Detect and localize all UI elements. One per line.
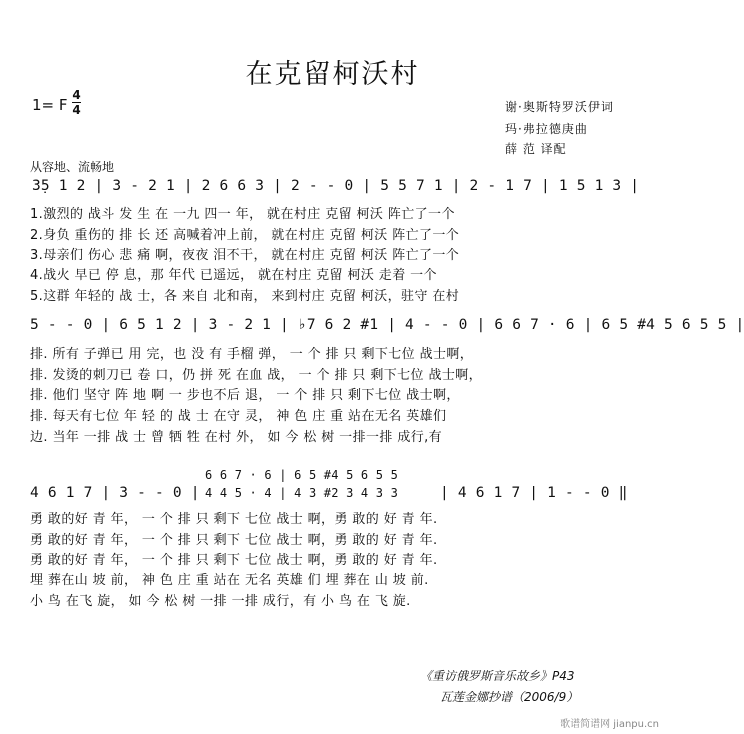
system-3-lyric-3: 勇 敢的好 青 年， 一 个 排 只 剩下 七位 战士 啊，勇 敢的 好 青 年. — [30, 553, 438, 568]
tempo-marking: 从容地、流畅地 — [30, 160, 115, 174]
system-1-lyric-3: 3.母亲们 伤心 悲 痛 啊，夜夜 泪不干， 就在村庄 克留 柯沃 阵亡了一个 — [30, 248, 460, 263]
system-2-lyric-5: 边. 当年 一排 战 士 曾 牺 牲 在村 外， 如 今 松 树 一排一排 成行,有 — [30, 430, 443, 445]
system-3-lyric-1: 勇 敢的好 青 年， 一 个 排 只 剩下 七位 战士 啊，勇 敢的 好 青 年. — [30, 512, 438, 527]
system-3-lyric-5: 小 鸟 在飞 旋， 如 今 松 树 一排 一排 成行，有 小 鸟 在 飞 旋. — [30, 594, 411, 609]
time-signature-top: 4 — [72, 88, 81, 102]
song-title: 在克留柯沃村 — [245, 59, 420, 90]
watermark: 歌谱简谱网 jianpu.cn — [560, 719, 659, 730]
composer-credit: 玛·弗拉德庚曲 — [505, 122, 588, 136]
system-3-lyric-4: 埋 葬在山 坡 前， 神 色 庄 重 站在 无名 英雄 们 埋 葬在 山 坡 前. — [30, 573, 429, 588]
system-3-notes-end: | 4 6 1 7 | 1 - - 0 ‖ — [440, 485, 628, 501]
system-2-lyric-3: 排. 他们 坚守 阵 地 啊 一 步也不后 退， 一 个 排 只 剩下七位 战士啊， — [30, 388, 460, 403]
system-1-lyric-2: 2.身负 重伤的 排 长 还 高喊着冲上前， 就在村庄 克留 柯沃 阵亡了一个 — [30, 228, 460, 243]
source-reference: 《重访俄罗斯音乐故乡》P43 — [420, 669, 575, 683]
time-signature — [72, 89, 81, 116]
system-2-lyric-4: 排. 每天有七位 年 轻 的 战 士 在守 灵， 神 色 庄 重 站在无名 英雄们 — [30, 409, 447, 424]
system-3-lyric-2: 勇 敢的好 青 年， 一 个 排 只 剩下 七位 战士 啊，勇 敢的 好 青 年. — [30, 533, 438, 548]
system-2-lyric-1: 排. 所有 子弹已 用 完，也 没 有 手榴 弹， 一 个 排 只 剩下七位 战士啊， — [30, 347, 474, 362]
system-3-notes-start: 4 6 1 7 | 3 - - 0 | — [30, 485, 200, 501]
key-signature: 1= F — [32, 96, 68, 114]
system-3-lower-voice: 4 4 5 · 4 | 4 3 #2 3 4 3 3 — [205, 486, 399, 500]
lyricist-credit: 谢·奥斯特罗沃伊词 — [505, 100, 614, 114]
system-1-lyric-4: 4.战火 早已 停 息，那 年代 已遥远， 就在村庄 克留 柯沃 走着 一个 — [30, 268, 437, 283]
translator-credit: 薛 范 译配 — [505, 142, 567, 156]
system-2-notes: 5 - - 0 | 6 5 1 2 | 3 - 2 1 | ♭7 6 2 #1 | 4 - - 0 | 6 6 7 · 6 | 6 5 #4 5 6 5 5 | — [30, 317, 744, 333]
system-1-lyric-1: 1.激烈的 战斗 发 生 在 一九 四一 年， 就在村庄 克留 柯沃 阵亡了一个 — [30, 207, 455, 222]
system-1-notes: 3̣5 1 2 | 3 - 2 1 | 2 6 6 3 | 2 - - 0 | 5 5 7 1 | 2 - 1 7 | 1 5 1 3 | — [32, 178, 640, 194]
system-3-upper-voice: 6 6 7 · 6 | 6 5 #4 5 6 5 5 — [205, 468, 399, 482]
system-1-lyric-5: 5.这群 年轻的 战 士，各 来自 北和南， 来到村庄 克留 柯沃，驻守 在村 — [30, 289, 460, 304]
transcriber-credit: 瓦莲金娜抄谱（2006/9） — [440, 690, 579, 704]
system-2-lyric-2: 排. 发烫的刺刀已 卷 口，仍 拼 死 在血 战， 一 个 排 只 剩下七位 战士啊， — [30, 368, 483, 383]
time-signature-bottom: 4 — [72, 103, 81, 117]
